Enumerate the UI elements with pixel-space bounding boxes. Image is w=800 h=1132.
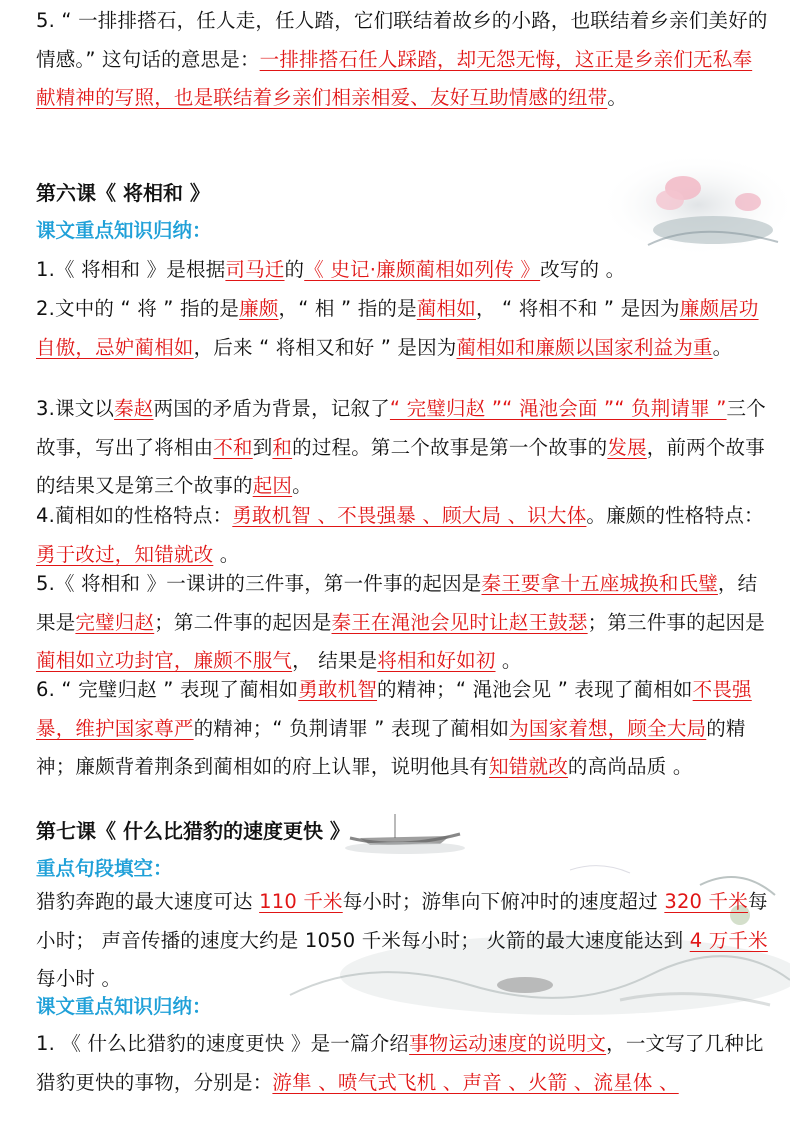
- answer: 为国家着想，顾全大局: [509, 716, 707, 740]
- text: ，后来 “ 将相又和好 ” 是因为: [193, 335, 457, 359]
- text: 4.蔺相如的性格特点：: [36, 504, 233, 527]
- text: 1. 《 什么比猎豹的速度更快 》是一篇介绍: [36, 1032, 410, 1055]
- text: ， 结果是: [292, 649, 378, 672]
- lesson7-subtitle-fill: 重点句段填空：: [36, 857, 173, 880]
- text: 2.文中的 “ 将 ” 指的是: [36, 297, 240, 320]
- text: 每小时； 声音传播的速度大约是 1050 千米每小时； 火箭的最大速度能达到: [36, 890, 768, 952]
- answer: 勇敢机智: [298, 678, 378, 701]
- text: 每小时；游隼向下俯冲时的速度超过: [342, 890, 665, 913]
- answer: 蔺相如: [416, 297, 476, 320]
- text: 的高尚品质 。: [567, 755, 693, 778]
- text: ，结果是: [36, 572, 758, 634]
- text: ， “ 将相不和 ” 是因为: [475, 297, 680, 320]
- answer: 司马迁: [225, 258, 285, 281]
- answer: 不和: [213, 435, 253, 459]
- text: 猎豹奔跑的最大速度可达: [36, 890, 260, 913]
- answer: 秦王在渑池会见时让赵王鼓瑟: [331, 610, 588, 634]
- text: 。廉颇的性格特点：: [586, 504, 764, 527]
- answer: 蔺相如和廉颇以国家利益为重: [456, 335, 713, 359]
- answer: 秦王要拿十五座城换和氏璧: [481, 572, 718, 595]
- answer: 勇敢机智 、不畏强暴 、顾大局 、识大体: [232, 504, 587, 527]
- boat-painting-icon: [340, 808, 470, 858]
- text: 的精神；“ 负荆请罪 ” 表现了蔺相如: [193, 716, 510, 740]
- text: 。: [495, 649, 522, 672]
- text: 三个故事，写出了将相由: [36, 397, 766, 459]
- lesson6-item2: [36, 290, 768, 367]
- answer: 《 史记·廉颇蔺相如列传 》: [304, 258, 541, 281]
- lesson6-subtitle: 课文重点知识归纳：: [36, 219, 212, 242]
- answer: 廉颇居功自傲，忌妒蔺相如: [36, 297, 759, 359]
- answer: 320 千米: [664, 890, 748, 913]
- text: 改写的 。: [540, 258, 626, 281]
- text: 每小时 。: [36, 967, 122, 990]
- answer: 和: [272, 435, 293, 459]
- answer: 游隼 、喷气式飞机 、声音 、火箭 、流星体 、: [272, 1070, 679, 1094]
- text: 两国的矛盾为背景，记叙了: [153, 397, 390, 420]
- lesson6-item6: [36, 671, 768, 787]
- answer: 不畏强暴，维护国家尊严: [36, 678, 752, 740]
- text: 的: [284, 258, 305, 281]
- text: 1.《 将相和 》是根据: [36, 258, 226, 281]
- answer: 完璧归赵: [75, 610, 155, 634]
- lesson6-title: 第六课《 将相和 》: [36, 181, 210, 205]
- text: 的过程。第二个故事是第一个故事的: [292, 435, 608, 459]
- answer: 发展: [607, 435, 647, 459]
- text: 5. “ 一排排搭石，任人走，任人踏，它们联结着故乡的小路，也联结着乡亲们美好的情感。” 这句话的意思是：: [36, 9, 768, 71]
- text: 。: [213, 542, 240, 566]
- lesson6-item5: [36, 565, 768, 681]
- text: 。: [292, 474, 312, 497]
- answer: 勇于改过，知错就改: [36, 542, 214, 566]
- text: 的精神；廉颇背着荆条到蔺相如的府上认罪，说明他具有: [36, 716, 746, 778]
- lesson7-title: 第七课《 什么比猎豹的速度更快 》: [36, 819, 350, 843]
- answer: 廉颇: [239, 297, 279, 320]
- answer: 将相和好如初: [377, 649, 496, 672]
- lesson6-item4: [36, 497, 768, 574]
- lesson7-fill-paragraph: [36, 883, 768, 999]
- lesson7-item1: [36, 1025, 768, 1102]
- text: ，“ 相 ” 指的是: [278, 297, 417, 320]
- answer: 知错就改: [489, 755, 568, 778]
- answer: 一排排搭石任人踩踏，却无怨无悔，这正是乡亲们无私奉献精神的写照，也是联结着乡亲们相亲相爱、友好互助情感的纽带: [36, 47, 753, 109]
- lesson6-item1: [36, 251, 768, 290]
- text: 。: [712, 335, 733, 359]
- answer: 起因: [252, 474, 293, 497]
- answer: 4 万千米: [689, 928, 768, 952]
- lotus-painting-icon: [588, 150, 793, 260]
- text: ，一文写了几种比猎豹更快的事物，分别是：: [36, 1032, 764, 1094]
- lesson6-item3: [36, 390, 768, 506]
- text: 6. “ 完璧归赵 ” 表现了蔺相如: [36, 678, 299, 701]
- answer: 事物运动速度的说明文: [409, 1032, 607, 1055]
- text: ，前两个故事的结果又是第三个故事的: [36, 435, 765, 497]
- answer: “ 完璧归赵 ”“ 渑池会面 ”“ 负荆请罪 ”: [389, 397, 727, 420]
- answer: 110 千米: [259, 890, 343, 913]
- text: 5.《 将相和 》一课讲的三件事，第一件事的起因是: [36, 572, 482, 595]
- text: 。: [607, 86, 628, 109]
- text: 到: [252, 435, 273, 459]
- text: ；第三件事的起因是: [587, 610, 765, 634]
- text: ；第二件事的起因是: [154, 610, 332, 634]
- paragraph-item5-top: [36, 2, 768, 118]
- text: 3.课文以: [36, 397, 115, 420]
- text: 的精神；“ 渑池会见 ” 表现了蔺相如: [377, 678, 693, 701]
- answer: 蔺相如立功封官，廉颇不服气: [36, 649, 293, 672]
- lesson7-subtitle-summary: 课文重点知识归纳：: [36, 995, 212, 1018]
- answer: 秦赵: [114, 397, 154, 420]
